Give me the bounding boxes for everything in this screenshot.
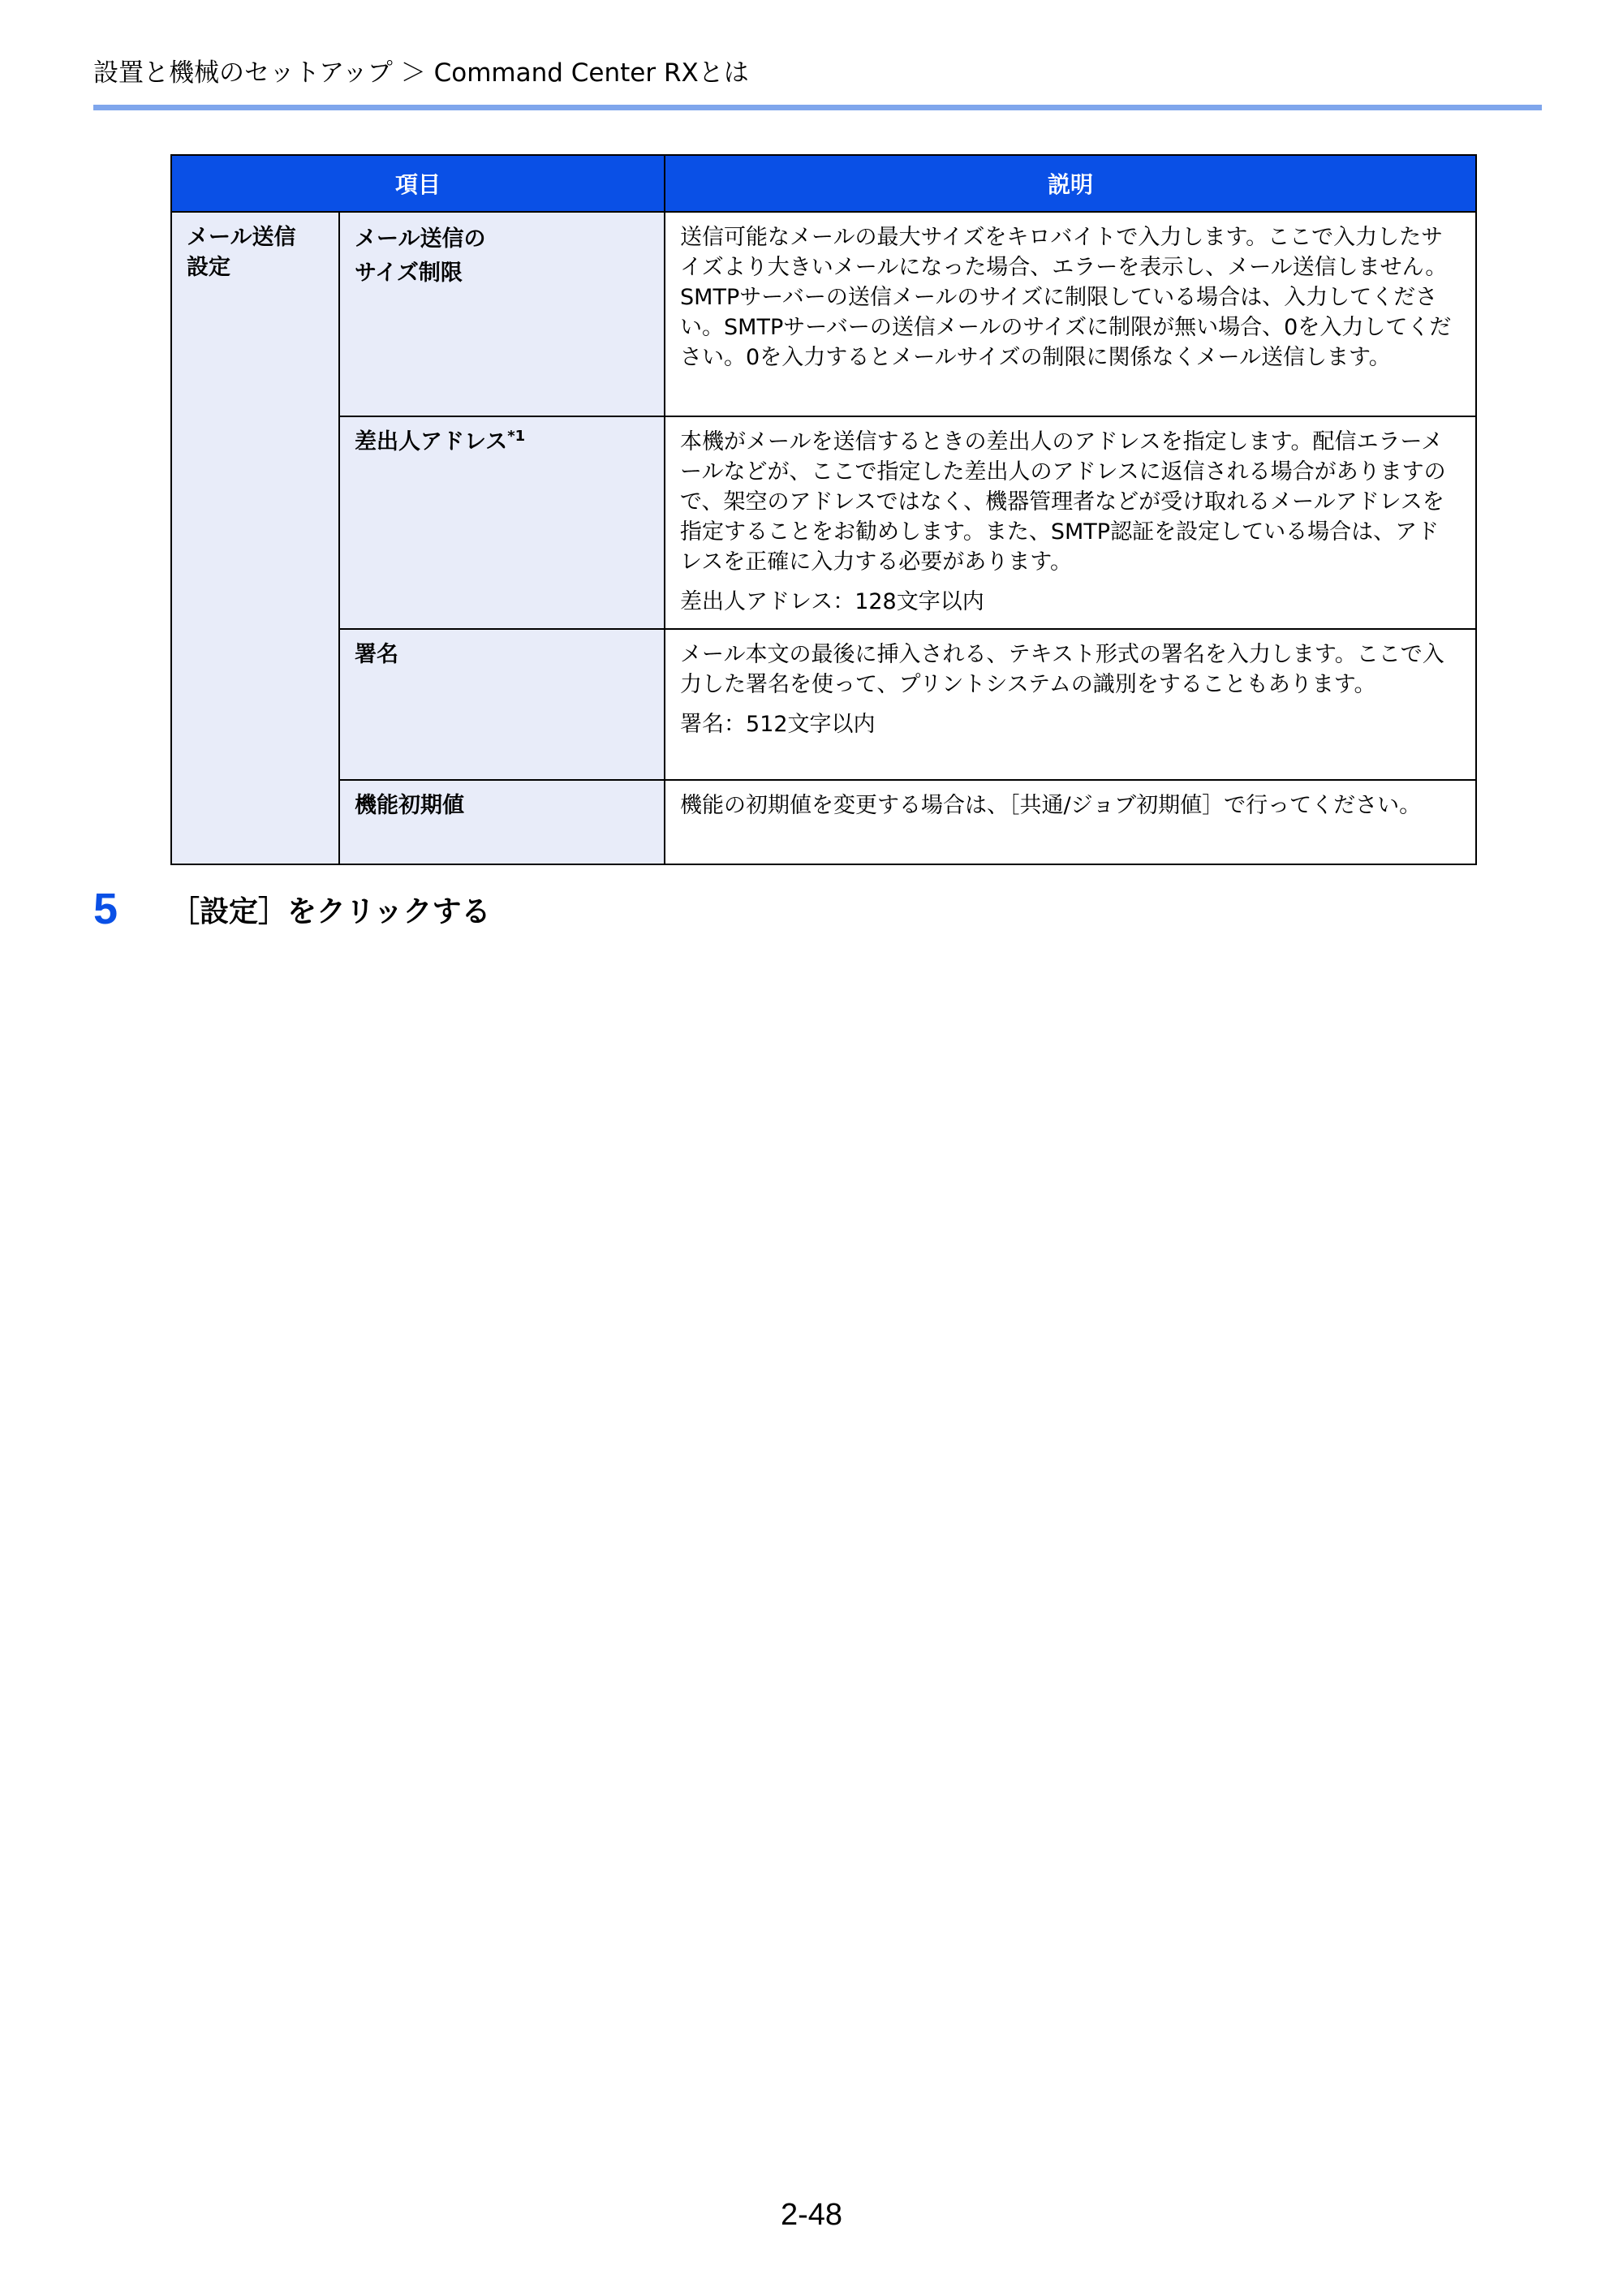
item-cell-size-limit [339, 212, 665, 416]
description-cell-size-limit [665, 212, 1476, 416]
table-row [171, 416, 1476, 629]
category-cell [171, 212, 339, 864]
description-text: メール本文の最後に挿入される、テキスト形式の署名を入力します。ここで入力した署名を使って、プリントシステムの識別をすることもあります。 [680, 642, 1444, 697]
description-text: 送信可能なメールの最大サイズをキロバイトで入力します。ここで入力したサイズより大きいメールになった場合、エラーを表示し、メール送信しません。SMTPサーバーの送信メールのサイズに制限している場合は、入力してください。SMTPサーバーの送信メールのサイズに制限が無い場合、0を入力してください。0を入力するとメールサイズの制限に関係なくメール送信します。 [680, 225, 1452, 370]
description-text: 機能の初期値を変更する場合は、［共通/ジョブ初期値］で行ってください。 [680, 793, 1422, 818]
table-row [171, 212, 1476, 416]
page-number: 2-48 [780, 2198, 843, 2232]
description-limit-note: 差出人アドレス：128文字以内 [680, 589, 984, 614]
item-label: 署名 [355, 642, 398, 667]
table-row [171, 629, 1476, 780]
table-row [171, 780, 1476, 864]
breadcrumb: 設置と機械のセットアップ ＞ Command Center RXとは [93, 58, 749, 88]
item-label-line1: メール送信の [355, 226, 486, 252]
settings-table [170, 154, 1477, 865]
category-label-line1: メール送信 [187, 225, 296, 250]
description-cell-sender-address [665, 416, 1476, 629]
category-label-line2: 設定 [187, 255, 230, 280]
footnote-reference: *1 [507, 428, 526, 445]
description-text: 本機がメールを送信するときの差出人のアドレスを指定します。配信エラーメールなどが、ここで指定した差出人のアドレスに返信される場合がありますので、架空のアドレスではなく、機器管理者などが受け取れるメールアドレスを指定することをお勧めします。また、SMTP認証を設定している場合は、アドレスを正確に入力する必要があります。 [680, 429, 1446, 575]
item-cell-signature [339, 629, 665, 780]
description-limit-note: 署名：512文字以内 [680, 712, 876, 737]
description-cell-function-defaults [665, 780, 1476, 864]
description-cell-signature [665, 629, 1476, 780]
item-label: 差出人アドレス [355, 429, 508, 454]
header-divider [93, 105, 1542, 110]
item-cell-sender-address [339, 416, 665, 629]
step-number: 5 [93, 885, 118, 933]
item-cell-function-defaults [339, 780, 665, 864]
column-header-item: 項目 [171, 155, 665, 212]
item-label: 機能初期値 [355, 793, 464, 818]
column-header-description: 説明 [665, 155, 1476, 212]
step-instruction [93, 881, 491, 937]
item-label-line2: サイズ制限 [355, 261, 463, 286]
step-text: ［設定］をクリックする [170, 894, 491, 928]
table-header-row [171, 155, 1476, 212]
